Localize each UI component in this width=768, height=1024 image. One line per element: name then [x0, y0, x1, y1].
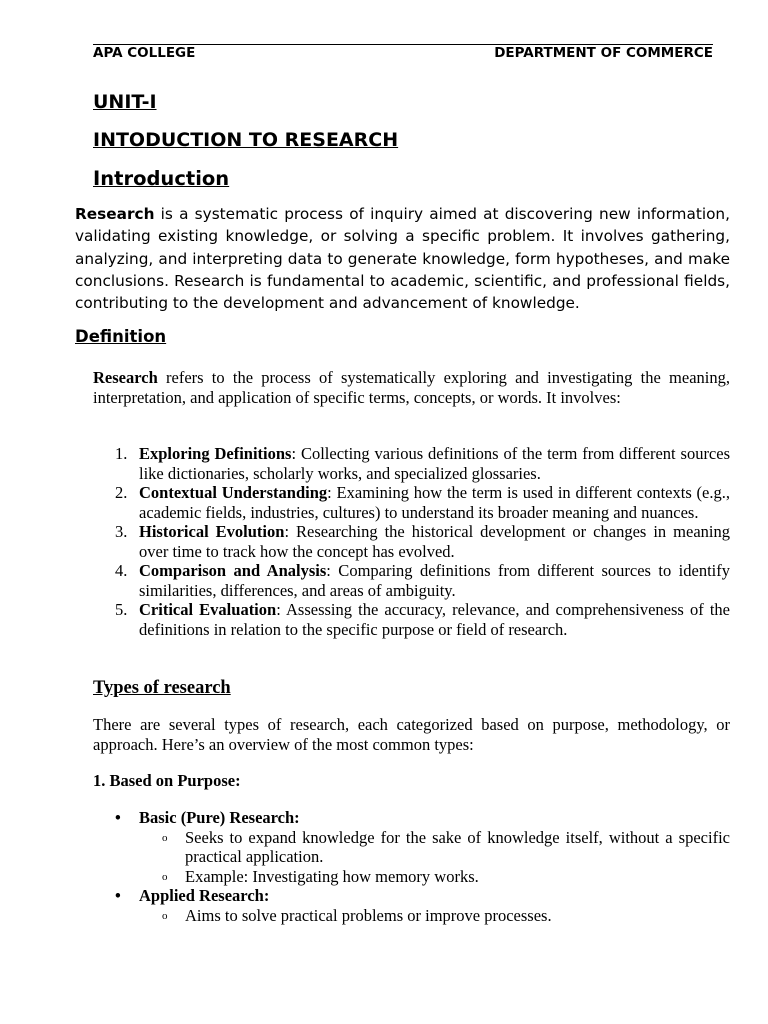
header-college-name: APA COLLEGE — [93, 45, 196, 61]
list-item-number: 4. — [115, 561, 128, 580]
list-item-text: : Comparing definitions from different sources to identify similarities, differences, and areas of ambiguity. — [139, 561, 730, 600]
list-item-term: Exploring Definitions — [139, 444, 292, 463]
list-item-term: Comparison and Analysis — [139, 561, 327, 580]
header-department-name: DEPARTMENT OF COMMERCE — [494, 45, 713, 61]
types-paragraph: There are several types of research, each categorized based on purpose, methodology, or approach. Here’s an overview of the most common types: — [93, 715, 730, 754]
definition-heading: Definition — [75, 327, 167, 346]
circle-bullet-icon: o — [162, 831, 168, 844]
bullet-icon: • — [115, 886, 121, 905]
list-item-text: : Examining how the term is used in different contexts (e.g., academic fields, industries, cultures) to understand its broader meaning and nuances. — [139, 483, 730, 522]
list-item-label: Basic (Pure) Research: — [139, 808, 300, 827]
sub-list-item-text: Seeks to expand knowledge for the sake of knowledge itself, without a specific practical application. — [185, 827, 730, 866]
sub-list-item-text: Example: Investigating how memory works. — [185, 866, 479, 886]
page-header — [93, 44, 713, 61]
list-item-number: 2. — [115, 483, 128, 502]
sub-list-item — [139, 867, 730, 887]
list-item-number: 1. — [115, 444, 128, 463]
list-item — [93, 886, 730, 925]
sub-list-item — [139, 828, 730, 867]
types-heading: Types of research — [93, 678, 231, 698]
list-item — [93, 444, 730, 483]
chapter-title: INTODUCTION TO RESEARCH — [93, 129, 399, 151]
list-item-term: Historical Evolution — [139, 522, 285, 541]
list-item — [93, 522, 730, 561]
list-item-text: : Researching the historical development or changes in meaning over time to track how the concept has evolved. — [139, 522, 730, 561]
research-types-list — [93, 808, 730, 925]
introduction-term: Research — [75, 205, 155, 223]
list-item — [93, 483, 730, 522]
unit-title: UNIT-I — [93, 91, 157, 113]
sub-list — [139, 828, 730, 887]
definition-list — [93, 444, 730, 639]
introduction-heading: Introduction — [93, 167, 230, 190]
definition-term: Research — [93, 368, 158, 387]
circle-bullet-icon: o — [162, 870, 168, 883]
sub-list — [139, 906, 730, 926]
circle-bullet-icon: o — [162, 909, 168, 922]
sub-list-item — [139, 906, 730, 926]
list-item — [93, 600, 730, 639]
list-item-term: Critical Evaluation — [139, 600, 277, 619]
introduction-text: is a systematic process of inquiry aimed at discovering new information, validating existing knowledge, or solving a specific problem. It involves gathering, analyzing, and interpreting data to generate knowledge, form hypotheses, and make conclusions. Research is fundamental to academic, scientific, and professional fields, contributing to the development and advancement of knowledge. — [75, 205, 730, 313]
list-item-term: Contextual Understanding — [139, 483, 328, 502]
list-item — [93, 561, 730, 600]
list-item-number: 5. — [115, 600, 128, 619]
definition-paragraph — [93, 368, 730, 407]
definition-text: refers to the process of systematically exploring and investigating the meaning, interpretation, and application of specific terms, concepts, or words. It involves: — [93, 368, 730, 407]
purpose-subheading: 1. Based on Purpose: — [93, 771, 241, 790]
list-item — [93, 808, 730, 886]
introduction-paragraph — [75, 203, 730, 314]
sub-list-item-text: Aims to solve practical problems or improve processes. — [185, 905, 552, 925]
list-item-text: : Assessing the accuracy, relevance, and comprehensiveness of the definitions in relation to the specific purpose or field of research. — [139, 600, 730, 639]
list-item-text: : Collecting various definitions of the term from different sources like dictionaries, scholarly works, and specialized glossaries. — [139, 444, 731, 483]
list-item-label: Applied Research: — [139, 886, 270, 905]
bullet-icon: • — [115, 808, 121, 827]
list-item-number: 3. — [115, 522, 128, 541]
